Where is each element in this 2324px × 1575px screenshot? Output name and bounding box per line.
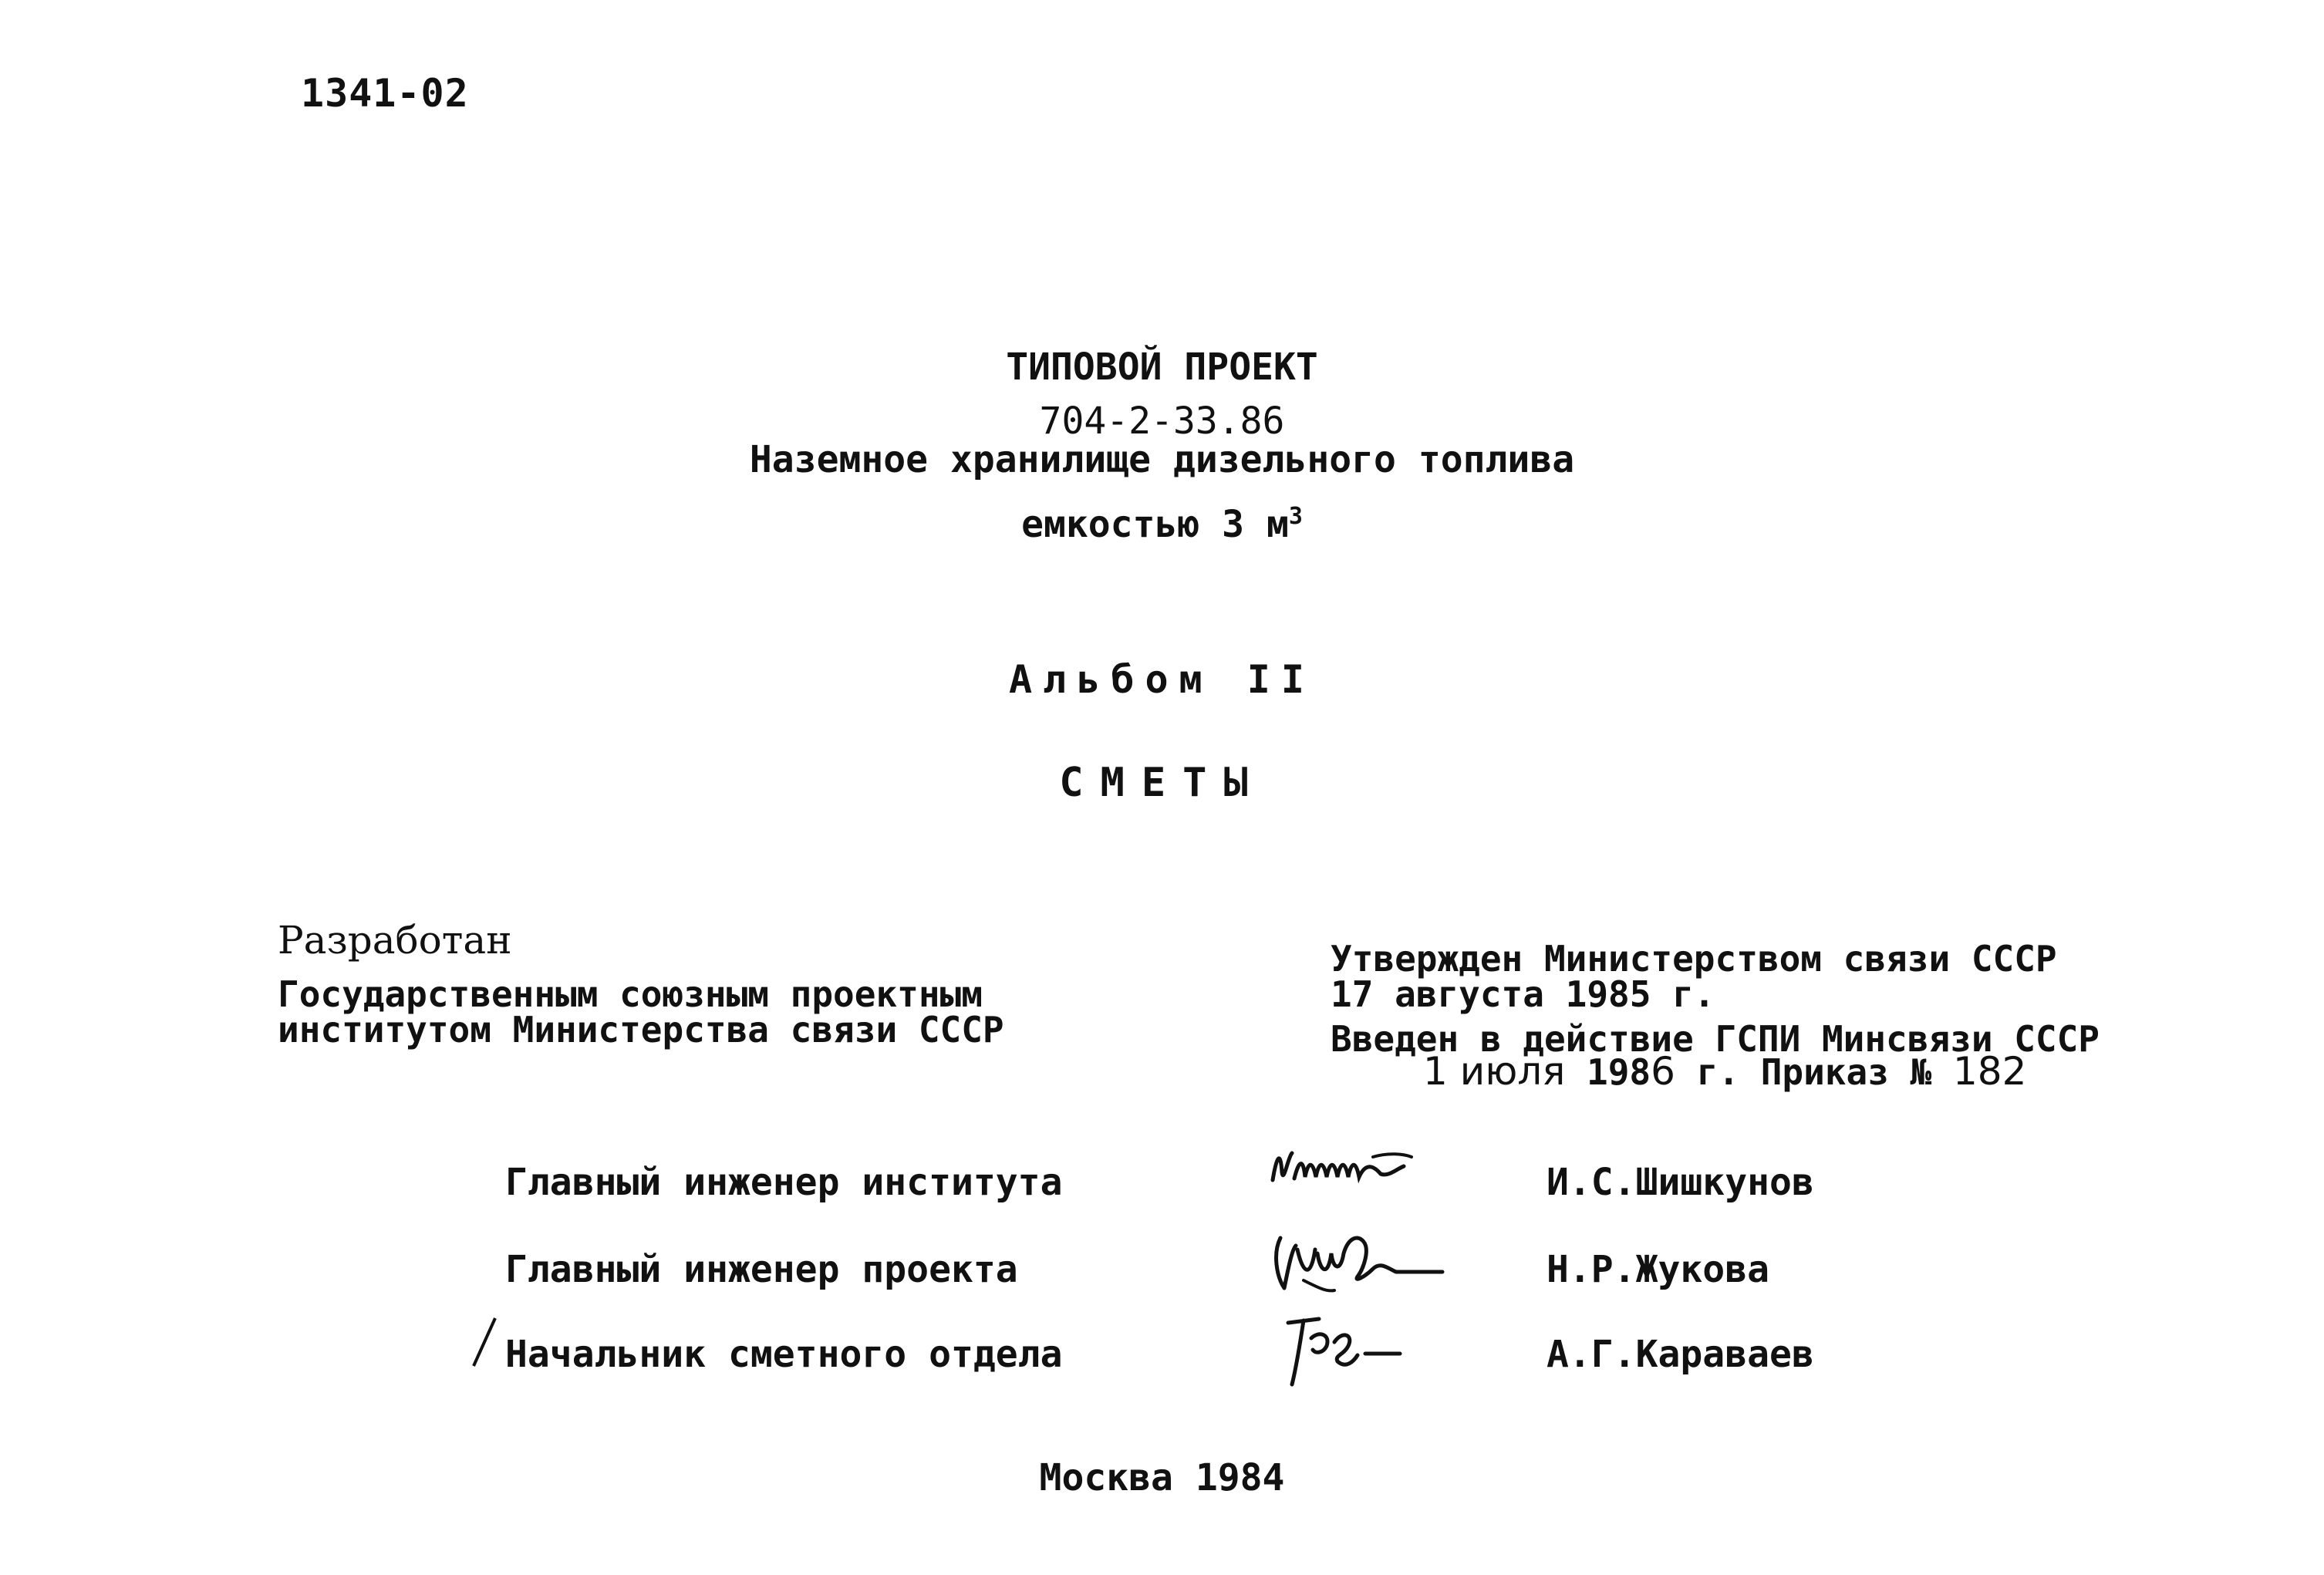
developer-line-1: Государственным союзным проектным xyxy=(278,973,983,1015)
enactment-text: Введен в действие ГСПИ Минсвязи СССР xyxy=(1331,1018,2100,1060)
developer-label: Разработан xyxy=(278,918,512,963)
document-code: 1341-02 xyxy=(301,71,469,116)
signatory-name-3: А.Г.Караваев xyxy=(1547,1333,1814,1376)
signatory-role-2: Главный инженер проекта xyxy=(505,1248,1018,1291)
capacity-text: емкостью 3 м xyxy=(1021,503,1289,546)
signature-3 xyxy=(1257,1307,1504,1392)
signature-1 xyxy=(1257,1126,1504,1211)
order-number-handwritten: 182 xyxy=(1952,1049,2027,1094)
order-day-handwritten: 1 июля xyxy=(1423,1049,1566,1094)
city-year: Москва 1984 xyxy=(1039,1456,1285,1499)
album-label: Альбом II xyxy=(1009,657,1315,702)
signatory-role-3: Начальник сметного отдела xyxy=(505,1333,1063,1376)
signatory-role-1: Главный инженер института xyxy=(505,1161,1063,1204)
document-title: ТИПОВОЙ ПРОЕКТ xyxy=(1006,346,1318,389)
project-number: 704-2-33.86 xyxy=(1039,400,1285,443)
signatory-name-1: И.С.Шишкунов xyxy=(1547,1161,1814,1204)
approval-date: 17 августа 1985 г. xyxy=(1331,973,1715,1015)
project-subject: Наземное хранилище дизельного топлива xyxy=(749,438,1575,481)
section-title: СМЕТЫ xyxy=(1059,760,1265,806)
order-year-digit-handwritten: 6 xyxy=(1651,1049,1675,1094)
signatory-name-2: Н.Р.Жукова xyxy=(1547,1248,1769,1291)
capacity-superscript: 3 xyxy=(1288,503,1303,530)
order-year-prefix: 198 xyxy=(1587,1051,1651,1093)
slash-mark xyxy=(469,1315,500,1369)
project-capacity xyxy=(0,503,2324,546)
approval-text: Утвержден Министерством связи СССР xyxy=(1331,938,2057,980)
developer-line-2: институтом Министерства связи СССР xyxy=(278,1009,1004,1051)
order-text: г. Приказ № xyxy=(1696,1051,1932,1093)
signature-2 xyxy=(1257,1215,1504,1300)
order-line xyxy=(1423,1049,2026,1094)
